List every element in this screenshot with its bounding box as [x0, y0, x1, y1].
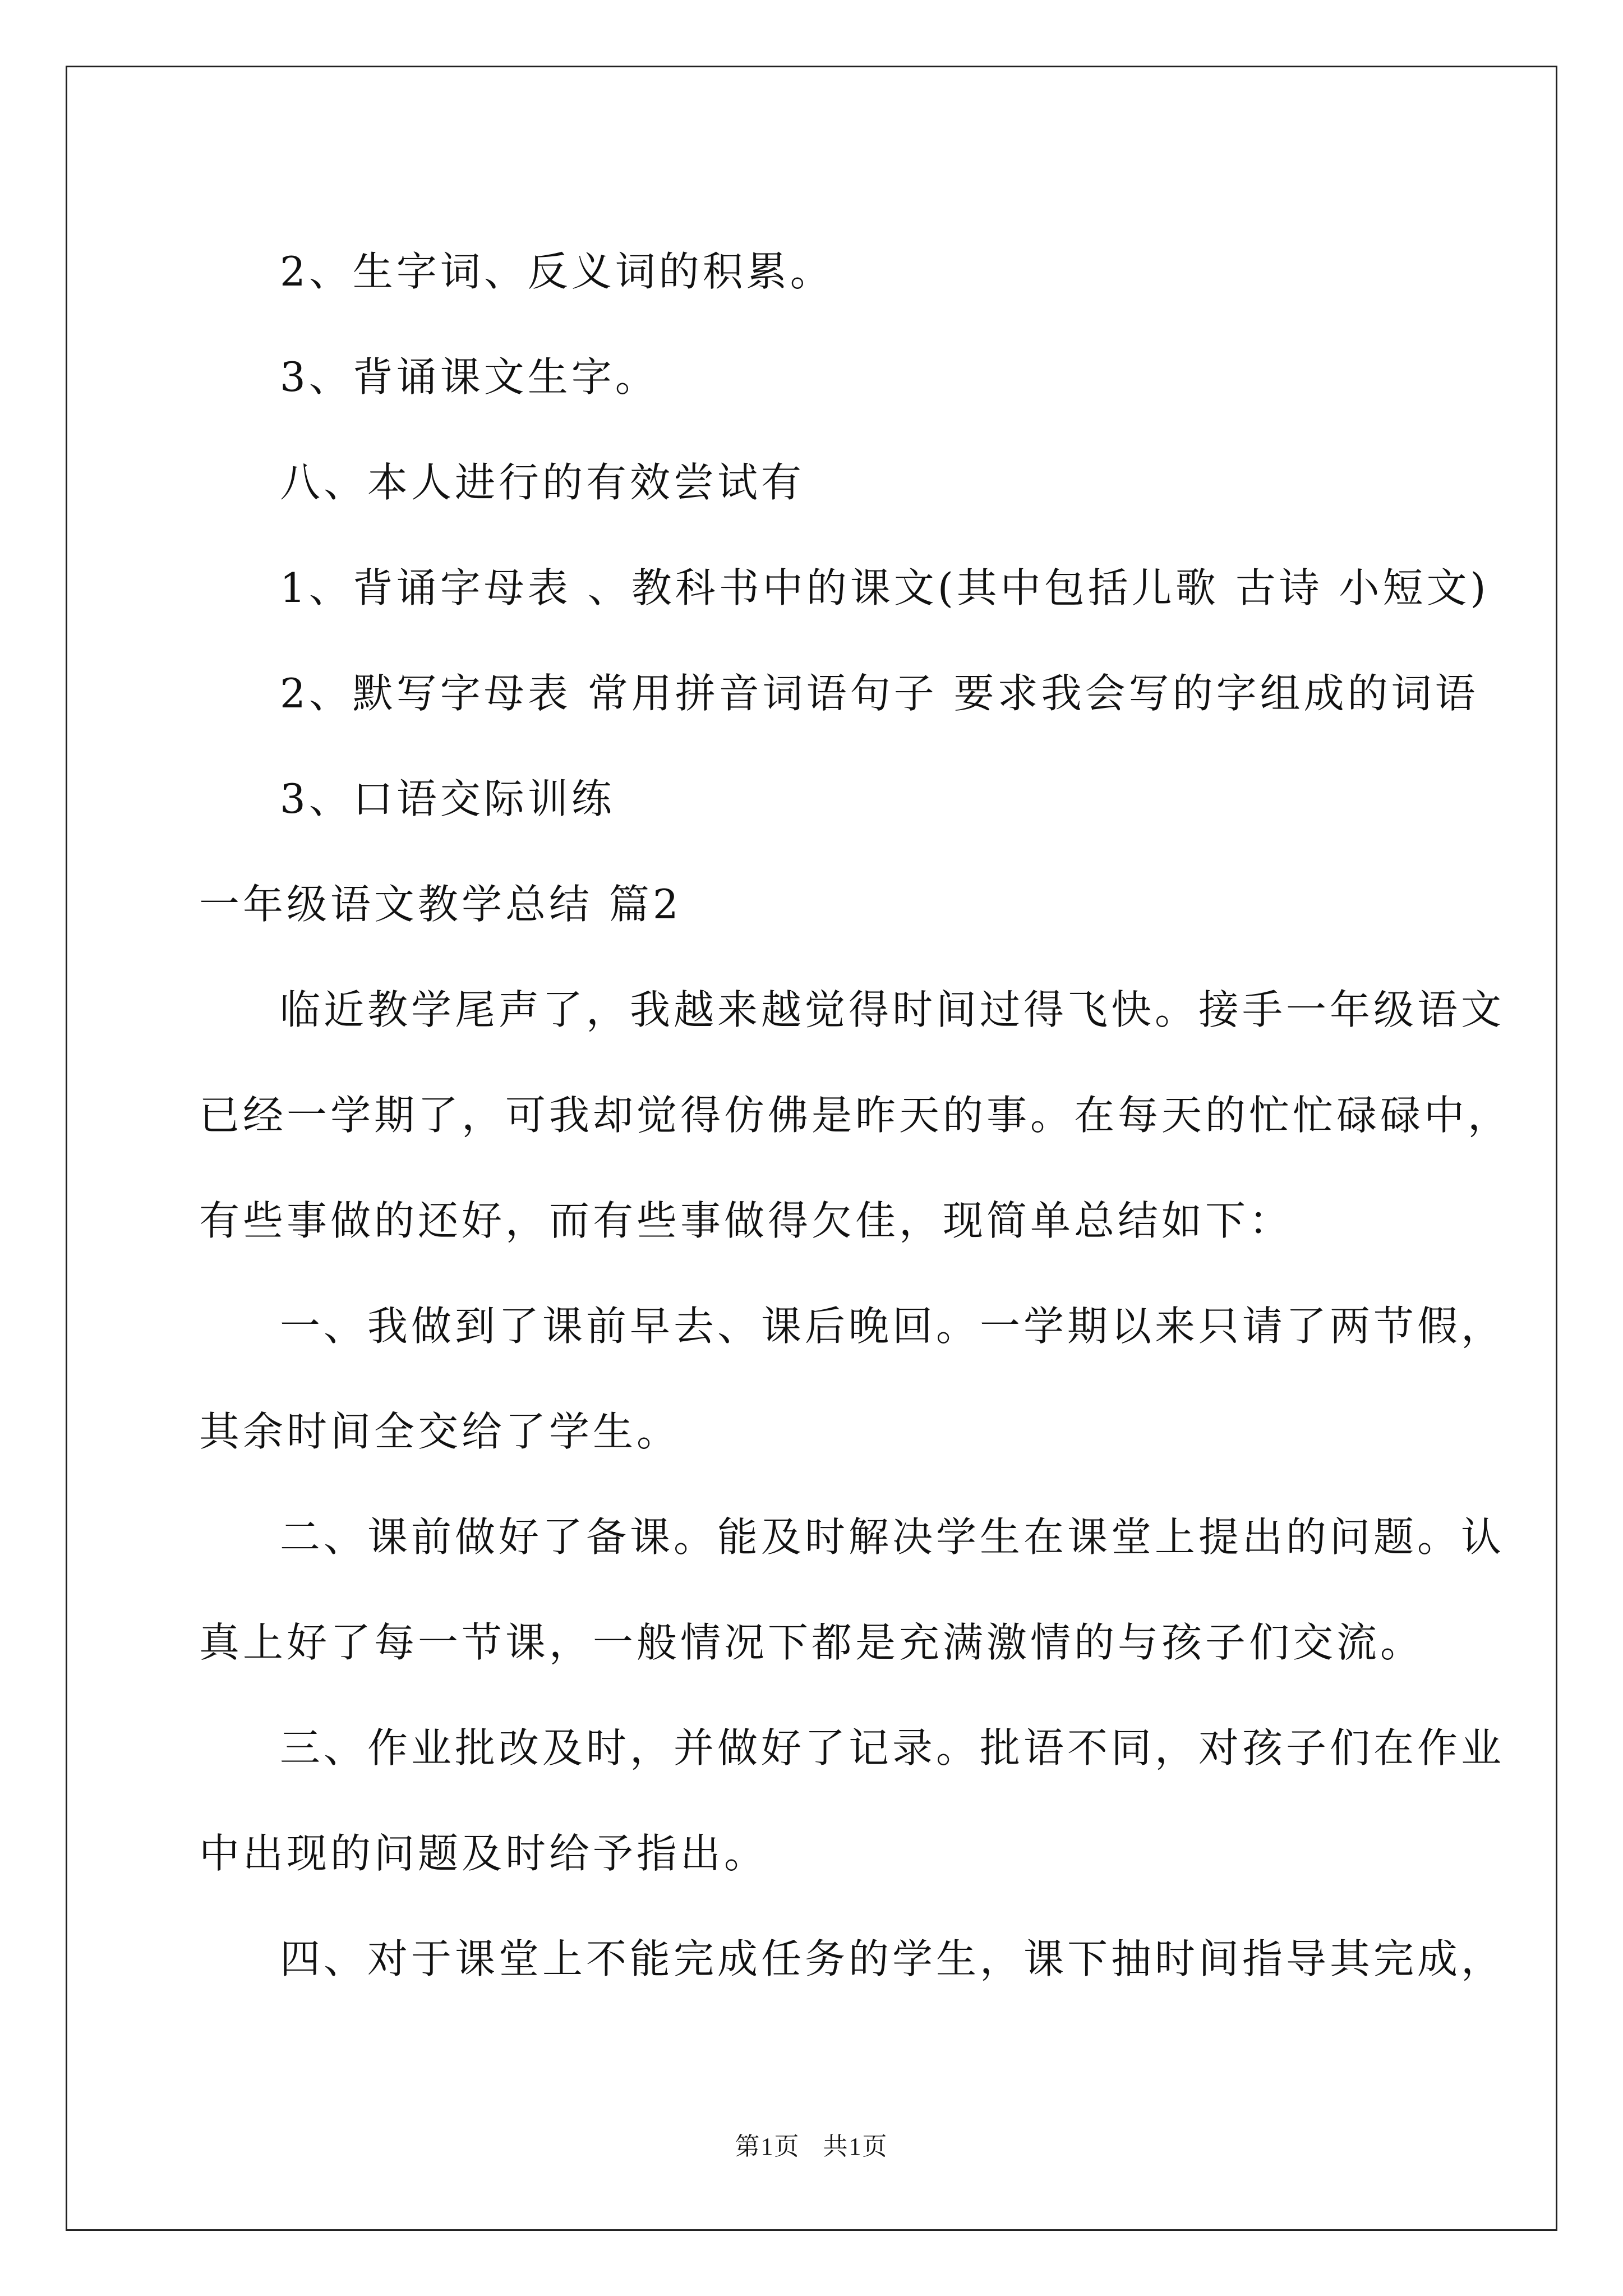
paragraph-line: 四、对于课堂上不能完成任务的学生，课下抽时间指导其完成，	[280, 1935, 1505, 1982]
list-item: 3、背诵课文生字。	[280, 353, 659, 401]
paragraph-line: 已经一学期了，可我却觉得仿佛是昨天的事。在每天的忙忙碌碌中，	[199, 1092, 1512, 1139]
paragraph-line: 一、我做到了课前早去、课后晚回。一学期以来只请了两节假，	[280, 1303, 1505, 1350]
paragraph-line: 其余时间全交给了学生。	[199, 1408, 681, 1455]
paragraph-line: 二、课前做好了备课。能及时解决学生在课堂上提出的问题。认	[280, 1513, 1505, 1561]
list-item: 2、默写字母表 常用拼音词语句子 要求我会写的字组成的词语	[280, 670, 1479, 717]
paragraph-line: 三、作业批改及时，并做好了记录。批语不同，对孩子们在作业	[280, 1724, 1505, 1772]
document-body	[199, 219, 1512, 2012]
list-item: 2、生字词、反义词的积累。	[280, 248, 834, 295]
list-item: 3、口语交际训练	[280, 775, 615, 822]
list-item: 1、背诵字母表 、教科书中的课文(其中包括儿歌 古诗 小短文)	[280, 564, 1490, 611]
paragraph-line: 中出现的问题及时给予指出。	[199, 1830, 768, 1877]
paragraph-line: 有些事做的还好，而有些事做得欠佳，现简单总结如下：	[199, 1197, 1293, 1244]
page-number: 第1页	[735, 2133, 800, 2160]
page-total: 共1页	[823, 2133, 888, 2160]
section-heading: 八、本人进行的有效尝试有	[280, 459, 805, 506]
paragraph-line: 真上好了每一节课，一般情况下都是充满激情的与孩子们交流。	[199, 1619, 1424, 1666]
article-heading: 一年级语文教学总结 篇2	[199, 881, 682, 928]
page-footer	[0, 2126, 1623, 2162]
paragraph-line: 临近教学尾声了，我越来越觉得时间过得飞快。接手一年级语文	[280, 986, 1505, 1033]
